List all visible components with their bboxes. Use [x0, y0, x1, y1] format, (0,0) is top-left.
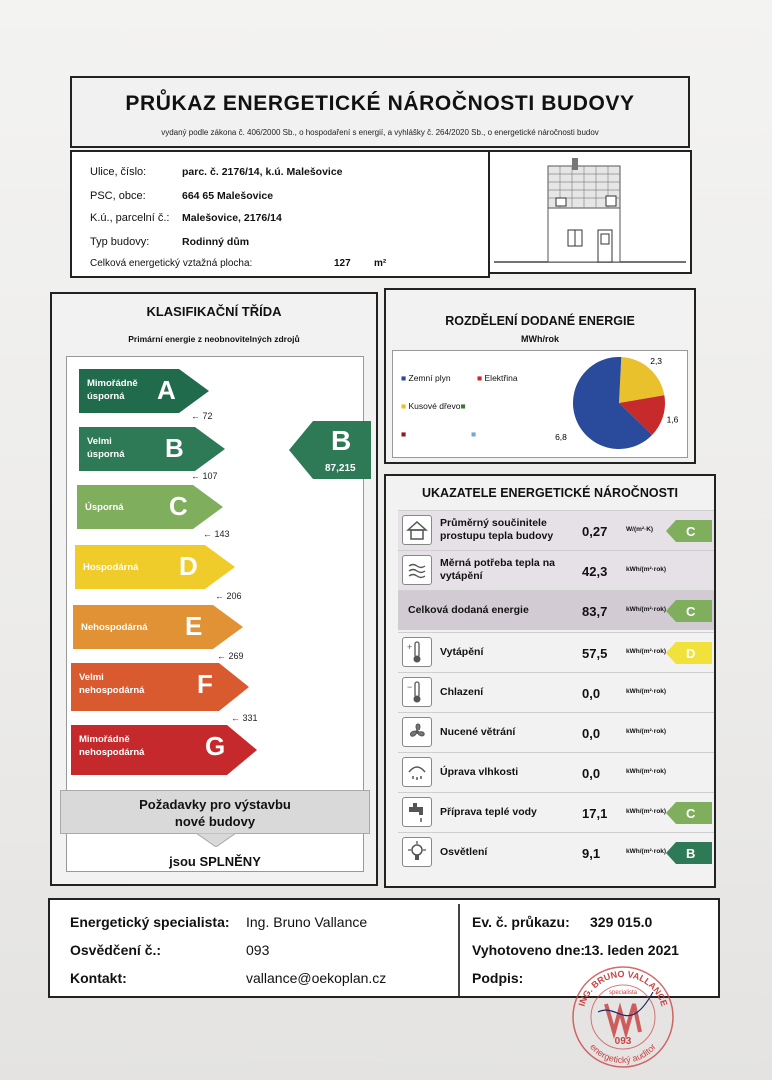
indicator-class-badge: C	[666, 802, 712, 824]
building-info	[70, 150, 490, 278]
thermometer-plus-icon	[402, 637, 432, 667]
threshold-b: ← 107	[191, 471, 218, 481]
stamp-icon	[568, 962, 678, 1072]
indicator-value: 83,7	[582, 604, 608, 619]
area-row: Celková energetický vztažná plocha: 127 m²	[90, 258, 387, 269]
svg-text:+: +	[407, 642, 413, 652]
indicator-row	[398, 550, 714, 590]
pie-label-2: 2,3	[650, 356, 663, 367]
class-letter-a: A	[157, 375, 176, 405]
indicator-value: 0,27	[582, 524, 608, 539]
indicator-value: 0,0	[582, 766, 601, 781]
indicators-panel	[384, 474, 716, 888]
indicator-name: Vytápění	[440, 646, 484, 658]
threshold-a: ← 72	[191, 411, 213, 421]
indicator-name: Úprava vlhkosti	[440, 766, 519, 778]
distribution-title: ROZDĚLENÍ DODANÉ ENERGIE	[445, 314, 635, 328]
document-header	[70, 76, 690, 148]
indicators-title: UKAZATELE ENERGETICKÉ NÁROČNOSTI	[421, 486, 679, 500]
distribution-unit: MWh/rok	[521, 334, 559, 344]
class-letter-b: B	[165, 433, 184, 463]
indicator-unit: kWh/(m²·rok)	[626, 606, 667, 613]
registration-number: 329 015.0	[590, 914, 653, 930]
current-class-letter: B	[331, 425, 352, 456]
house-icon	[402, 515, 432, 545]
svg-text:ING. BRUNO VALLANCE: ING. BRUNO VALLANCE	[576, 968, 670, 1008]
pie-label-1: 1,6	[666, 414, 679, 425]
class-letter-e: E	[185, 611, 203, 641]
indicator-row	[398, 712, 714, 752]
classification-title: KLASIFIKAČNÍ TŘÍDA	[146, 304, 282, 319]
bulb-icon	[402, 837, 432, 867]
indicator-row	[398, 632, 714, 672]
indicator-name: Celková dodaná energie	[408, 604, 529, 616]
indicator-name: Osvětlení	[440, 846, 488, 858]
contact-email: vallance@oekoplan.cz	[246, 970, 387, 986]
indicator-unit: kWh/(m²·rok)	[626, 808, 667, 815]
class-letter-f: F	[197, 669, 213, 699]
class-arrow-d: Hospodárná D	[75, 545, 235, 589]
legend-item: ■ Elektřina	[477, 373, 518, 383]
class-arrow-b: Velmi úsporná B	[79, 427, 225, 471]
street-value: parc. č. 2176/14, k.ú. Malešovice	[182, 166, 343, 178]
class-arrow-f: Velmi nehospodárná F	[71, 663, 249, 707]
indicator-value: 57,5	[582, 646, 608, 661]
indicator-value: 0,0	[582, 686, 601, 701]
pie-label-0: 6,8	[555, 432, 567, 442]
indicator-row	[398, 832, 714, 872]
indicator-name: Příprava teplé vody	[440, 806, 537, 818]
indicator-class-badge: C	[666, 600, 712, 622]
document-title: PRŮKAZ ENERGETICKÉ NÁROČNOSTI BUDOVY	[125, 92, 635, 115]
requirement-title: Požadavky pro výstavbu nové budovy	[139, 797, 291, 829]
fan-icon	[402, 717, 432, 747]
ku-row: K.ú., parcelní č.: Malešovice, 2176/14	[90, 212, 282, 224]
heat-wave-icon	[402, 555, 432, 585]
auditor-stamp	[568, 962, 678, 1072]
indicator-class-badge: C	[666, 520, 712, 542]
threshold-d: ← 206	[215, 591, 242, 601]
class-letter-c: C	[169, 491, 188, 521]
classification-subtitle: Primární energie z neobnovitelných zdrojů	[128, 334, 300, 344]
issue-date: 13. leden 2021	[584, 942, 679, 958]
ku-value: Malešovice, 2176/14	[182, 212, 282, 224]
building-drawing	[488, 150, 692, 274]
indicator-value: 42,3	[582, 564, 608, 579]
certificate-number: 093	[246, 942, 270, 958]
specialist-name: Ing. Bruno Vallance	[246, 914, 368, 930]
legend-item: ■	[401, 429, 407, 439]
energy-distribution-panel	[384, 288, 696, 464]
current-class-marker	[289, 421, 371, 479]
svg-text:specialista: specialista	[608, 990, 638, 996]
indicator-class-badge: B	[666, 842, 712, 864]
area-unit: m²	[374, 258, 387, 269]
indicator-unit: kWh/(m²·rok)	[626, 728, 667, 735]
area-value: 127	[334, 258, 351, 269]
legend-item: ■	[471, 429, 477, 439]
indicator-name: Chlazení	[440, 686, 484, 698]
class-arrow-g: Mimořádně nehospodárná G	[71, 725, 257, 769]
legend-item: ■ Zemní plyn	[401, 373, 451, 383]
indicator-name: Měrná potřeba tepla na vytápění	[440, 557, 555, 582]
house-sketch-icon	[490, 152, 690, 272]
indicator-unit: kWh/(m²·rok)	[626, 768, 667, 775]
thermometer-minus-icon	[402, 677, 432, 707]
indicator-unit: kWh/(m²·rok)	[626, 848, 667, 855]
psc-value: 664 65 Malešovice	[182, 190, 274, 202]
svg-text:093: 093	[614, 1036, 632, 1047]
class-arrow-a: Mimořádně úsporná A	[79, 369, 209, 413]
indicator-unit: kWh/(m²·rok)	[626, 566, 667, 573]
footer: Energetický specialista: Ing. Bruno Vallance Osvědčení č.: 093 Kontakt: vallance@oekoplan.cz Ev. č. průkazu: 329 015.0 Vyhotoveno dne: 13. leden 2021 Podpis:	[48, 898, 720, 998]
threshold-e: ← 269	[217, 651, 244, 661]
humidity-icon	[402, 757, 432, 787]
psc-row: PSC, obce: 664 65 Malešovice	[90, 190, 274, 202]
type-row: Typ budovy: Rodinný dům	[90, 236, 250, 248]
requirement-section	[60, 790, 370, 880]
threshold-c: ← 143	[203, 529, 230, 539]
indicator-name: Průměrný součinitele prostupu tepla budovy	[440, 517, 554, 542]
requirement-result: jsou SPLNĚNY	[169, 854, 261, 869]
indicator-value: 17,1	[582, 806, 608, 821]
class-arrow-e: Nehospodárná E	[73, 605, 243, 649]
document-subtitle: vydaný podle zákona č. 406/2000 Sb., o hospodaření s energií, a vyhlášky č. 264/2020 Sb., o energetické náročnosti budov	[161, 128, 599, 137]
legend-item: ■ Kusové dřevo■	[401, 401, 466, 411]
indicator-row	[398, 590, 714, 630]
indicator-row	[398, 792, 714, 832]
indicator-class-badge: D	[666, 642, 712, 664]
svg-text:energetický auditor: energetický auditor	[588, 1041, 658, 1066]
faucet-icon	[402, 797, 432, 827]
class-letter-g: G	[205, 731, 226, 761]
pie-chart	[549, 351, 689, 459]
indicator-unit: kWh/(m²·rok)	[626, 648, 667, 655]
indicator-row	[398, 510, 714, 550]
type-value: Rodinný dům	[182, 236, 250, 248]
indicator-row	[398, 752, 714, 792]
street-row: Ulice, číslo: parc. č. 2176/14, k.ú. Malešovice	[90, 166, 343, 178]
class-letter-d: D	[179, 551, 198, 581]
threshold-f: ← 331	[231, 713, 258, 723]
indicator-value: 0,0	[582, 726, 601, 741]
classification-panel	[50, 292, 378, 886]
indicator-name: Nucené větrání	[440, 726, 516, 738]
indicator-unit: W/(m²·K)	[626, 526, 654, 533]
indicator-unit: kWh/(m²·rok)	[626, 688, 667, 695]
indicator-row	[398, 672, 714, 712]
class-arrow-c: Úsporná C	[77, 485, 223, 529]
svg-text:−: −	[407, 682, 413, 692]
distribution-chart	[392, 350, 688, 458]
indicator-value: 9,1	[582, 846, 601, 861]
current-class-value: 87,215	[325, 463, 356, 474]
